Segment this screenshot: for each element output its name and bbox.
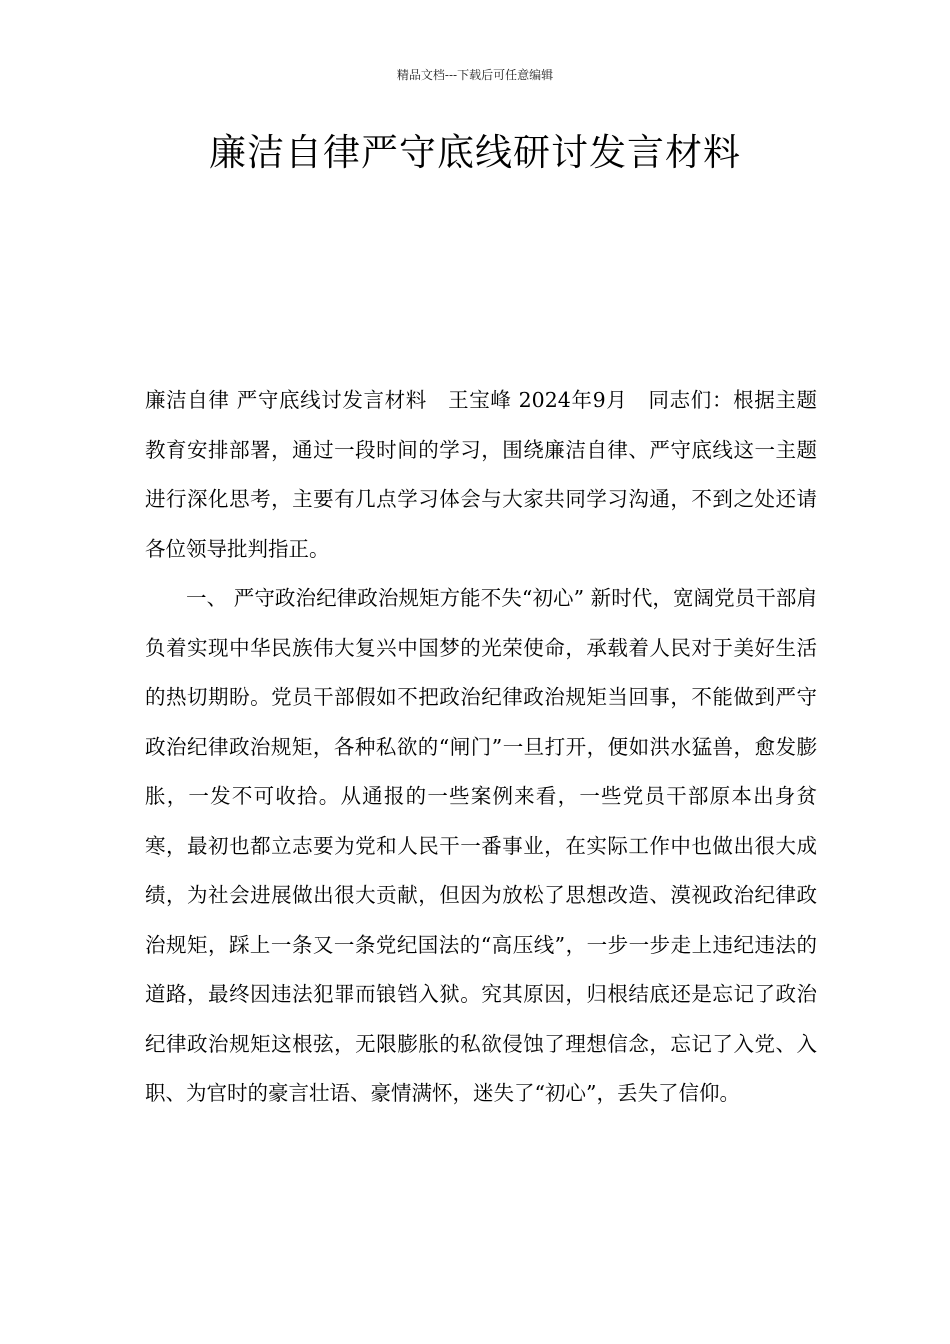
document-title: 廉洁自律严守底线研讨发言材料 — [209, 131, 741, 174]
document-body — [145, 376, 817, 1119]
paragraph-section-one: 一、 严守政治纪律政治规矩方能不失“初心” 新时代，宽阔党员干部肩负着实现中华民族伟大复兴中国梦的光荣使命，承载着人民对于美好生活的热切期盼。党员干部假如不把政治纪律政治规矩当回事，不能做到严守政治纪律政治规矩，各种私欲的“闸门”一旦打开，便如洪水猛兽，愈发膨胀，一发不可收拾。从通报的一些案例来看，一些党员干部原本出身贫寒，最初也都立志要为党和人民干一番事业，在实际工作中也做出很大成绩，为社会进展做出很大贡献，但因为放松了思想改造、漠视政治纪律政治规矩，踩上一条又一条党纪国法的“高压线”，一步一步走上违纪违法的道路，最终因违法犯罪而锒铛入狱。究其原因，归根结底还是忘记了政治纪律政治规矩这根弦，无限膨胀的私欲侵蚀了理想信念，忘记了入党、入职、为官时的豪言壮语、豪情满怀，迷失了“初心”，丢失了信仰。 — [145, 586, 817, 1105]
header-note: 精品文档---下载后可任意编辑 — [396, 68, 554, 82]
paragraph-intro: 廉洁自律 严守底线讨发言材料 王宝峰 2024年9月 同志们：根据主题教育安排部署，通过一段时间的学习，围绕廉洁自律、严守底线这一主题进行深化思考，主要有几点学习体会与大家共同学习沟通，不到之处还请各位领导批判指正。 — [145, 388, 817, 561]
